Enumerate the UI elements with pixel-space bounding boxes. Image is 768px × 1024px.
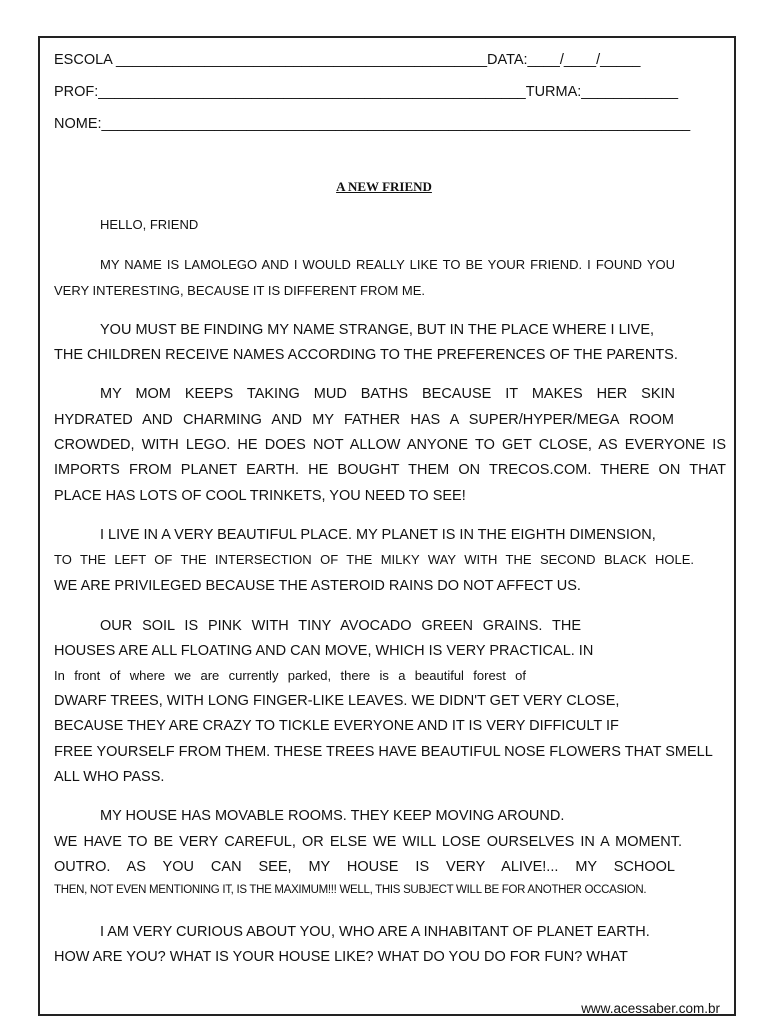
text-line: WE HAVE TO BE VERY CAREFUL, OR ELSE WE WILL LOSE OURSELVES IN A MOMENT. — [54, 834, 682, 850]
text-line: WE ARE PRIVILEGED BECAUSE THE ASTEROID RAINS DO NOT AFFECT US. — [54, 578, 581, 594]
text-line: IMPORTS FROM PLANET EARTH. HE BOUGHT THEM ON TRECOS.COM. THERE ON THAT — [54, 462, 726, 478]
text-line: CROWDED, WITH LEGO. HE DOES NOT ALLOW ANYONE TO GET CLOSE, AS EVERYONE IS — [54, 437, 726, 453]
text-line: OUTRO. AS YOU CAN SEE, MY HOUSE IS VERY ALIVE!... MY SCHOOL — [54, 859, 675, 875]
text-line: BECAUSE THEY ARE CRAZY TO TICKLE EVERYONE AND IT IS VERY DIFFICULT IF — [54, 718, 619, 734]
text-line: MY MOM KEEPS TAKING MUD BATHS BECAUSE IT MAKES HER SKIN — [100, 386, 675, 402]
text-line: PLACE HAS LOTS OF COOL TRINKETS, YOU NEED TO SEE! — [54, 488, 466, 504]
text-line: VERY INTERESTING, BECAUSE IT IS DIFFERENT FROM ME. — [54, 283, 426, 298]
text-line: FREE YOURSELF FROM THEM. THESE TREES HAVE BEAUTIFUL NOSE FLOWERS THAT SMELL — [54, 744, 713, 760]
prof-turma-field: PROF:_____________________________________________________TURMA:____________ — [54, 84, 679, 100]
footer-url: www.acessaber.com.br — [581, 1001, 720, 1016]
text-line: THEN, NOT EVEN MENTIONING IT, IS THE MAXIMUM!!! WELL, THIS SUBJECT WILL BE FOR ANOTHER OCCASION. — [54, 884, 647, 896]
text-line: HOUSES ARE ALL FLOATING AND CAN MOVE, WHICH IS VERY PRACTICAL. IN — [54, 643, 594, 659]
text-line: HYDRATED AND CHARMING AND MY FATHER HAS A SUPER/HYPER/MEGA ROOM — [54, 412, 674, 428]
text-line: In front of where we are currently parked, there is a beautiful forest of — [54, 668, 526, 683]
text-line: HOW ARE YOU? WHAT IS YOUR HOUSE LIKE? WHAT DO YOU DO FOR FUN? WHAT — [54, 949, 628, 965]
text-line: DWARF TREES, WITH LONG FINGER-LIKE LEAVES. WE DIDN'T GET VERY CLOSE, — [54, 693, 620, 709]
text-line: TO THE LEFT OF THE INTERSECTION OF THE MILKY WAY WITH THE SECOND BLACK HOLE. — [54, 552, 694, 567]
escola-data-field: ESCOLA ______________________________________________DATA:____/____/_____ — [54, 52, 641, 68]
text-line: YOU MUST BE FINDING MY NAME STRANGE, BUT IN THE PLACE WHERE I LIVE, — [100, 322, 655, 338]
page-title: A NEW FRIEND — [336, 179, 432, 194]
text-line: THE CHILDREN RECEIVE NAMES ACCORDING TO THE PREFERENCES OF THE PARENTS. — [54, 347, 678, 363]
nome-field: NOME:_________________________________________________________________________ — [54, 116, 691, 132]
text-line: I LIVE IN A VERY BEAUTIFUL PLACE. MY PLANET IS IN THE EIGHTH DIMENSION, — [100, 527, 656, 543]
text-line: HELLO, FRIEND — [100, 217, 199, 232]
text-line: MY NAME IS LAMOLEGO AND I WOULD REALLY LIKE TO BE YOUR FRIEND. I FOUND YOU — [100, 257, 675, 272]
text-line: I AM VERY CURIOUS ABOUT YOU, WHO ARE A INHABITANT OF PLANET EARTH. — [100, 924, 650, 940]
text-line: MY HOUSE HAS MOVABLE ROOMS. THEY KEEP MOVING AROUND. — [100, 808, 565, 824]
text-line: ALL WHO PASS. — [54, 769, 165, 785]
text-line: OUR SOIL IS PINK WITH TINY AVOCADO GREEN GRAINS. THE — [100, 618, 581, 634]
